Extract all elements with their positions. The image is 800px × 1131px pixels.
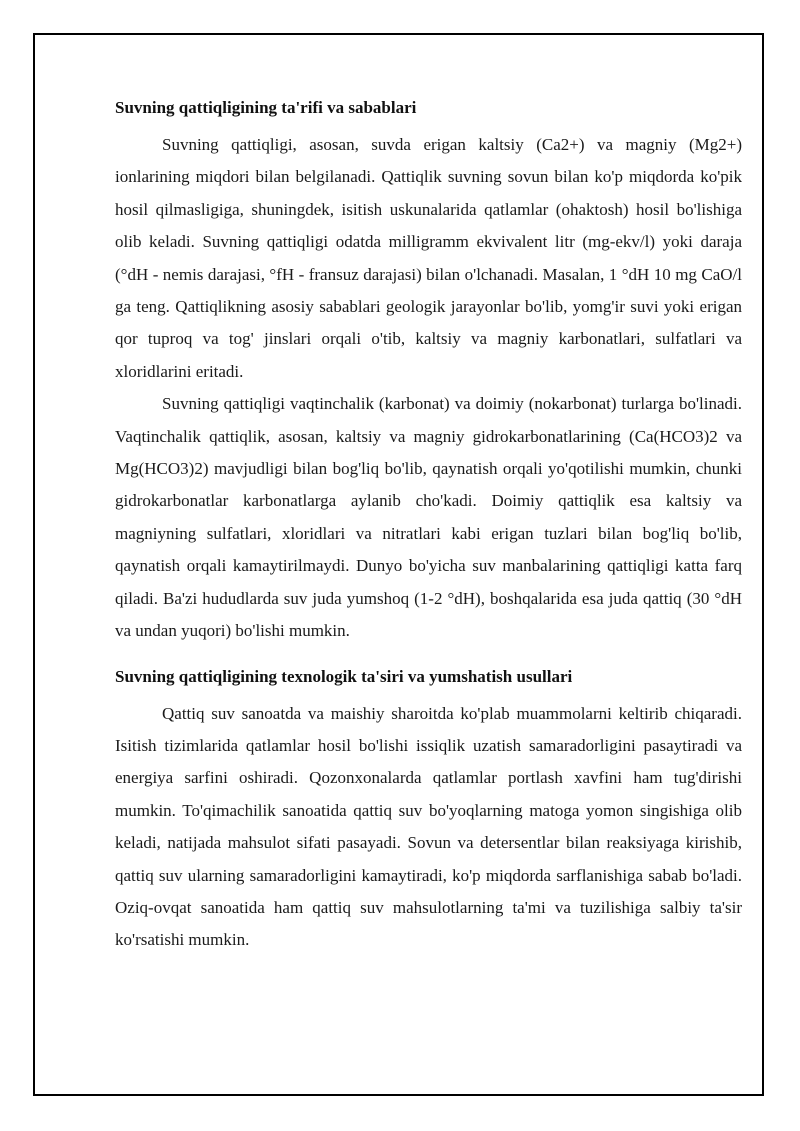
document-body <box>115 96 742 957</box>
section-technological-impact <box>115 665 742 957</box>
paragraph: Qattiq suv sanoatda va maishiy sharoitda ko'plab muammolarni keltirib chiqaradi. Isitish tizimlarida qatlamlar hosil bo'lishi issiqlik uzatish samaradorligini pasaytiradi va energiya sarfini oshiradi. Qozonxonalarda qatlamlar portlash xavfini ham tug'dirishi mumkin. To'qimachilik sanoatida qattiq suv bo'yoqlarning matoga yomon singishiga olib keladi, natijada mahsulot sifati pasayadi. Sovun va detersentlar bilan reaksiyaga kirishib, qattiq suv ularning samaradorligini kamaytiradi, ko'p miqdorda sarflanishiga sabab bo'ladi. Oziq-ovqat sanoatida ham qattiq suv mahsulotlarning ta'mi va tuzilishiga salbiy ta'sir ko'rsatishi mumkin. <box>115 703 742 950</box>
section-definition <box>115 96 742 648</box>
paragraph: Suvning qattiqligi vaqtinchalik (karbonat) va doimiy (nokarbonat) turlarga bo'linadi. Vaqtinchalik qattiqlik, asosan, kaltsiy va magniy gidrokarbonatlarining (Ca(HCO3)2 va Mg(HCO3)2) mavjudligi bilan bog'liq bo'lib, qaynatish orqali yo'qotilishi mumkin, chunki gidrokarbonatlar karbonatlarga aylanib cho'kadi. Doimiy qattiqlik esa kaltsiy va magniyning sulfatlari, xloridlari va nitratlari kabi erigan tuzlari bilan bog'liq bo'lib, qaynatish orqali kamaytirilmaydi. Dunyo bo'yicha suv manbalarining qattiqligi katta farq qiladi. Ba'zi hududlarda suv juda yumshoq (1-2 °dH), boshqalarida esa juda qattiq (30 °dH va undan yuqori) bo'lishi mumkin. <box>115 394 742 641</box>
section-heading: Suvning qattiqligining texnologik ta'siri va yumshatish usullari <box>115 666 573 686</box>
section-heading: Suvning qattiqligining ta'rifi va sabablari <box>115 98 417 117</box>
paragraph: Suvning qattiqligi, asosan, suvda erigan kaltsiy (Ca2+) va magniy (Mg2+) ionlarining miqdori bilan belgilanadi. Qattiqlik suvning sovun bilan ko'p miqdorda ko'pik hosil qilmasligiga, shuningdek, isitish uskunalarida qatlamlar (ohaktosh) hosil bo'lishiga olib keladi. Suvning qattiqligi odatda milligramm ekvivalent litr (mg-ekv/l) yoki daraja (°dH - nemis darajasi, °fH - fransuz darajasi) bilan o'lchanadi. Masalan, 1 °dH 10 mg CaO/l ga teng. Qattiqlikning asosiy sabablari geologik jarayonlar bo'lib, yomg'ir suvi yoki erigan qor tuproq va tog' jinslari orqali o'tib, kaltsiy va magniy karbonatlari, sulfatlari va xloridlarini eritadi. <box>115 135 742 381</box>
